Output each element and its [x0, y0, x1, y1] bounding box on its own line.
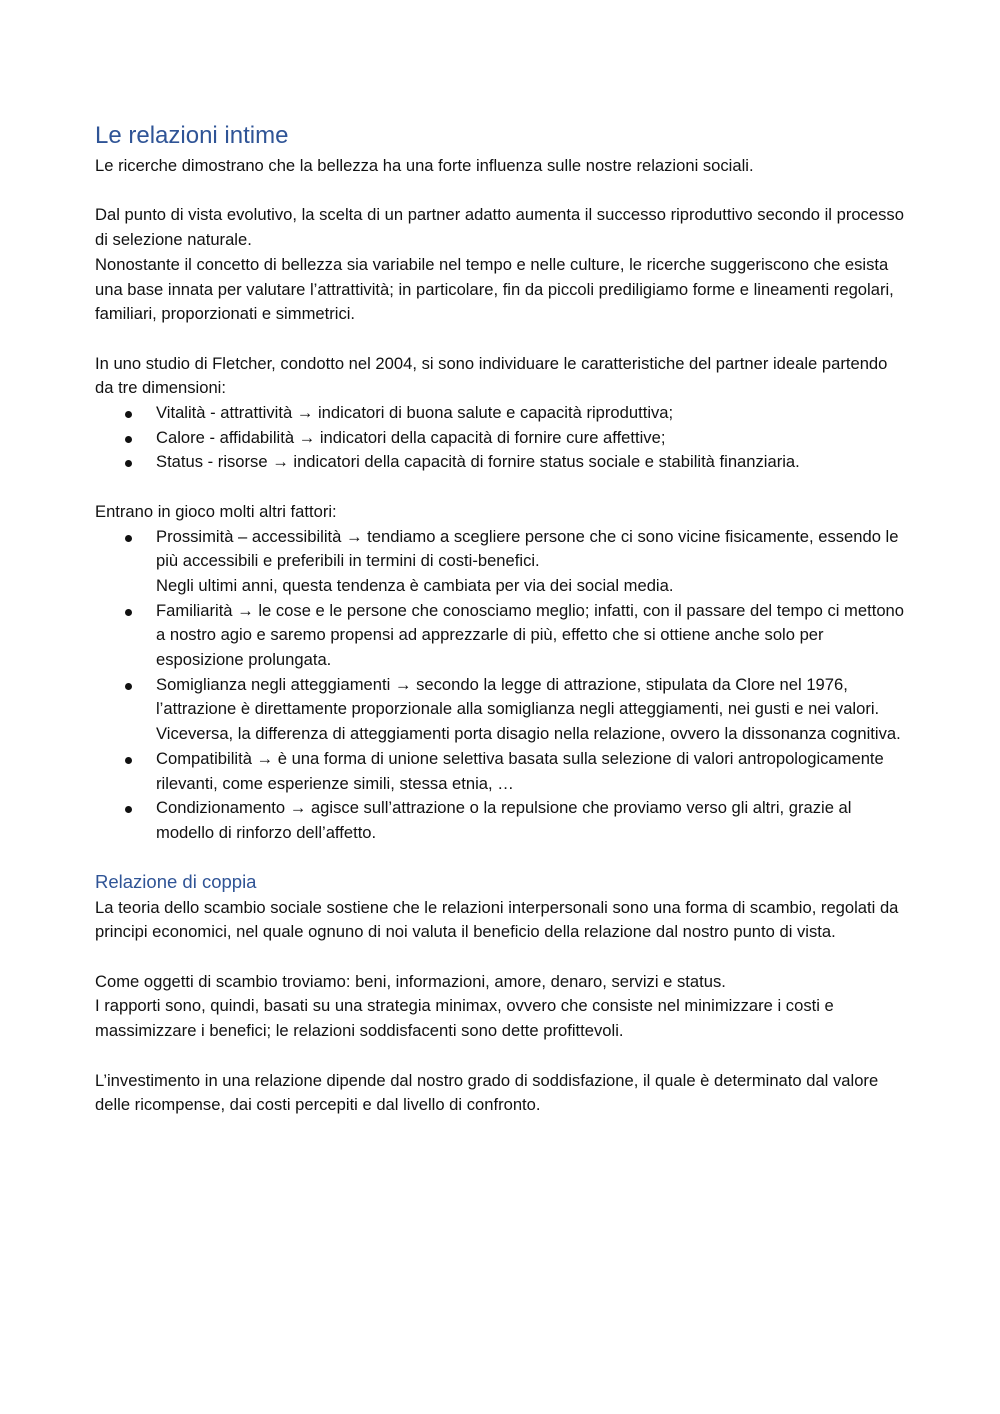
- paragraph: In uno studio di Fletcher, condotto nel 2004, si sono individuare le caratteristiche del partner ideale partendo da tre dimensioni:: [95, 353, 888, 398]
- paragraph: I rapporti sono, quindi, basati su una strategia minimax, ovvero che consiste nel minimizzare i costi e massimizzare i benefici; le relazioni soddisfacenti sono dette profittevoli.: [95, 996, 834, 1041]
- list-item-text: Somiglianza negli atteggiamenti → secondo la legge di attrazione, stipulata da Clore nel 1976, l’attrazione è direttamente proporzionale alla somiglianza negli atteggiamenti, nei gusti e nei valori.: [156, 674, 880, 719]
- list-item-text: Compatibilità → è una forma di unione selettiva basata sulla selezione di valori antropologicamente rilevanti, come esperienze simili, stessa etnia, …: [156, 748, 884, 793]
- list-item-text: Negli ultimi anni, questa tendenza è cambiata per via dei social media.: [156, 575, 674, 595]
- spacer: [95, 1044, 910, 1069]
- bullet-icon: [125, 806, 132, 813]
- list-item-text: Prossimità – accessibilità → tendiamo a scegliere persone che ci sono vicine fisicamente, essendo le più accessibili e preferibili in termini di costi-benefici.: [156, 526, 899, 571]
- spacer: [95, 179, 910, 204]
- list-item-text: Condizionamento → agisce sull’attrazione o la repulsione che proviamo verso gli altri, grazie al modello di rinforzo dell’affetto.: [156, 798, 852, 842]
- bullet-list: [95, 525, 910, 846]
- intro-paragraph: Le ricerche dimostrano che la bellezza ha una forte influenza sulle nostre relazioni sociali.: [95, 156, 754, 175]
- bullet-list: [95, 401, 910, 475]
- paragraph: Entrano in gioco molti altri fattori:: [95, 501, 337, 521]
- list-item: [95, 796, 910, 845]
- paragraph: Dal punto di vista evolutivo, la scelta di un partner adatto aumenta il successo riproduttivo secondo il processo di selezione naturale.: [95, 205, 904, 250]
- bullet-icon: [125, 411, 132, 418]
- subsection-title: Relazione di coppia: [95, 870, 257, 892]
- bullet-icon: [125, 757, 132, 764]
- list-item: [95, 426, 910, 451]
- list-item: [95, 599, 910, 673]
- paragraph: L’investimento in una relazione dipende dal nostro grado di soddisfazione, il quale è determinato dal valore delle ricompense, dai costi percepiti e dal livello di confronto.: [95, 1070, 879, 1115]
- list-item-text: Status - risorse → indicatori della capacità di fornire status sociale e stabilità finanziaria.: [156, 452, 800, 472]
- document-page: [95, 118, 910, 1118]
- section-title: Le relazioni intime: [95, 122, 289, 149]
- list-item-text: Vitalità - attrattività → indicatori di buona salute e capacità riproduttiva;: [156, 403, 674, 422]
- bullet-icon: [125, 683, 132, 690]
- spacer: [95, 327, 910, 352]
- list-item-text: Familiarità → le cose e le persone che conosciamo meglio; infatti, con il passare del tempo ci mettono a nostro agio e saremo propensi ad apprezzarle di più, effetto che si ottiene anche solo per esposizione prolungata.: [156, 600, 904, 670]
- bullet-icon: [125, 460, 132, 467]
- list-item: [95, 401, 910, 426]
- spacer: [95, 475, 910, 500]
- paragraph: La teoria dello scambio sociale sostiene che le relazioni interpersonali sono una forma di scambio, regolati da principi economici, nel quale ognuno di noi valuta il beneficio della relazione dal nostro punto di vista.: [95, 897, 899, 942]
- list-item: [95, 525, 910, 599]
- paragraph: Nonostante il concetto di bellezza sia variabile nel tempo e nelle culture, le ricerche suggeriscono che esista una base innata per valutare l’attrattività; in particolare, fin da piccoli prediligiamo forme e lineamenti regolari, familiari, proporzionati e simmetrici.: [95, 254, 894, 324]
- list-item: [95, 747, 910, 796]
- list-item-text: Calore - affidabilità → indicatori della capacità di fornire cure affettive;: [156, 427, 666, 447]
- spacer: [95, 945, 910, 970]
- bullet-icon: [125, 535, 132, 542]
- paragraph: Come oggetti di scambio troviamo: beni, informazioni, amore, denaro, servizi e status.: [95, 971, 726, 991]
- list-item: [95, 673, 910, 747]
- list-item: [95, 450, 910, 475]
- bullet-icon: [125, 609, 132, 616]
- bullet-icon: [125, 436, 132, 443]
- list-item-text: Viceversa, la differenza di atteggiamenti porta disagio nella relazione, ovvero la dissonanza cognitiva.: [156, 724, 901, 744]
